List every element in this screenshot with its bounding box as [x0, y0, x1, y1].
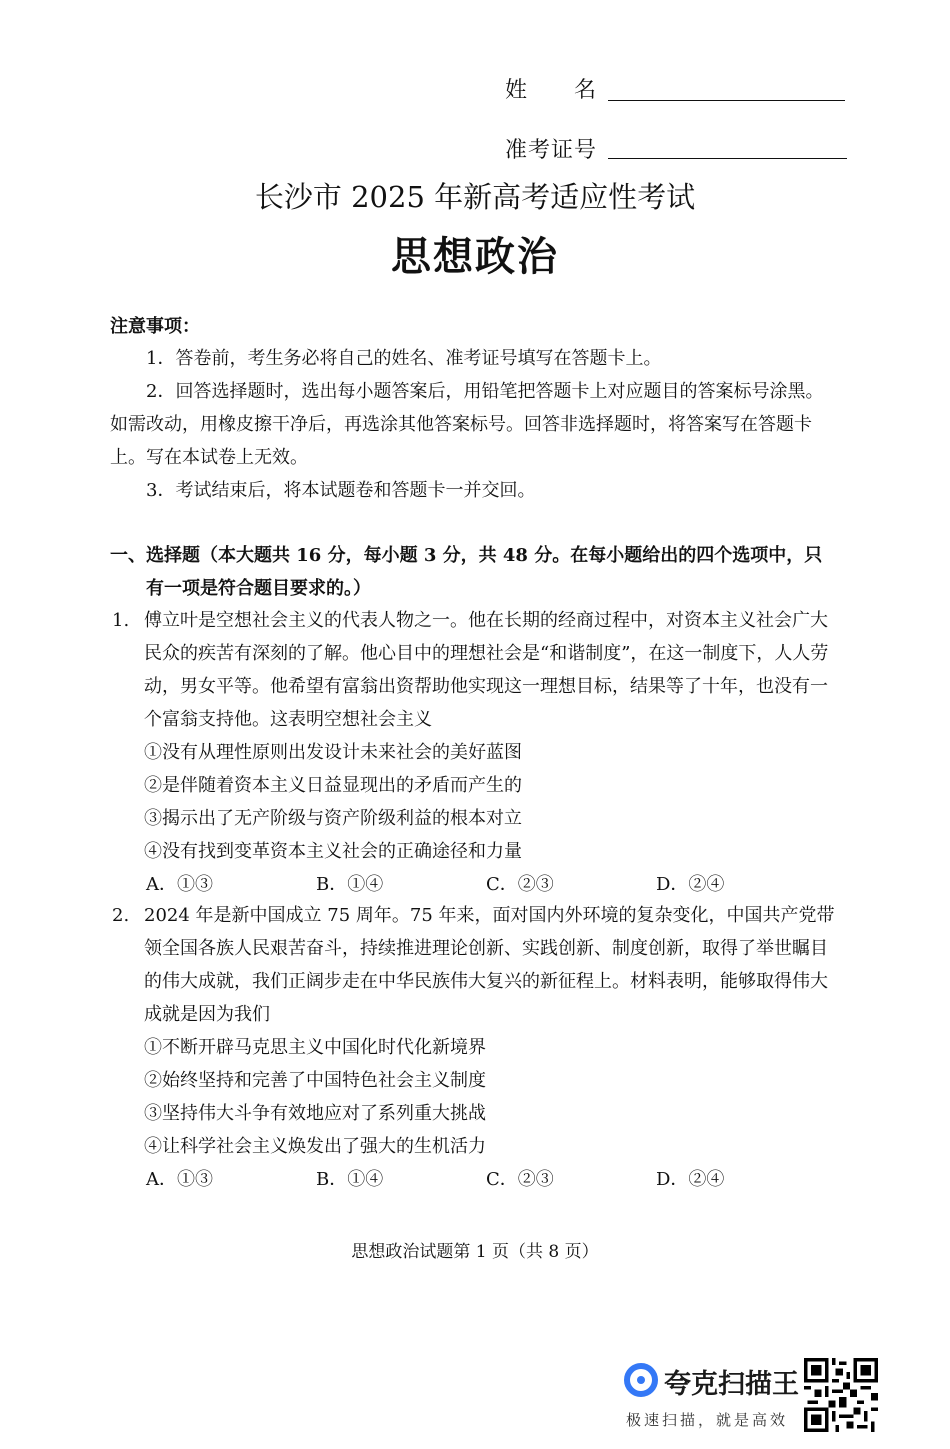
section-heading: [110, 539, 850, 605]
choice-a[interactable]: A．①③: [146, 874, 213, 895]
choice-c[interactable]: C．②③: [486, 1169, 554, 1190]
notice-list: [110, 342, 838, 507]
section-heading-line2: 有一项是符合题目要求的。）: [146, 578, 371, 599]
name-label: 姓 名: [505, 78, 598, 103]
question-stem: 傅立叶是空想社会主义的代表人物之一。他在长期的经商过程中，对资本主义社会广大民众的疾苦有深刻的了解。他心目中的理想社会是“和谐制度”，在这一制度下，人人劳动，男女平等。他希望有富翁出资帮助他实现这一理想目标，结果等了十年，也没有一个富翁支持他。这表明空想社会主义: [144, 610, 829, 730]
watermark-subtitle: 极速扫描，就是高效: [626, 1411, 789, 1429]
choice-b[interactable]: B．①④: [316, 1169, 384, 1190]
qr-code-icon: [804, 1358, 878, 1432]
choice-a[interactable]: A．①③: [146, 1169, 213, 1190]
statement-option: ②是伴随着资本主义日益显现出的矛盾而产生的: [144, 775, 522, 796]
question-2: [112, 899, 842, 1196]
exam-id-input-line[interactable]: [608, 158, 847, 159]
statement-option: ③坚持伟大斗争有效地应对了系列重大挑战: [144, 1103, 486, 1124]
choice-c[interactable]: C．②③: [486, 874, 554, 895]
notice-item: 3．考试结束后，将本试题卷和答题卡一并交回。: [146, 480, 536, 501]
subject-title: 思想政治: [391, 233, 559, 280]
notice-title: 注意事项：: [110, 316, 200, 337]
statement-option: ①不断开辟马克思主义中国化时代化新境界: [144, 1037, 486, 1058]
exam-id-label: 准考证号: [505, 138, 598, 163]
name-input-line[interactable]: [608, 100, 845, 101]
notice-item: 2．回答选择题时，选出每小题答案后，用铅笔把答题卡上对应题目的答案标号涂黑。如需改动，用橡皮擦干净后，再选涂其他答案标号。回答非选择题时，将答案写在答题卡上。写在本试卷上无效。: [110, 381, 824, 468]
page-footer: 思想政治试题第 1 页（共 8 页）: [351, 1242, 599, 1262]
answer-choices: [146, 1163, 842, 1196]
statement-option: ②始终坚持和完善了中国特色社会主义制度: [144, 1070, 486, 1091]
statement-option: ③揭示出了无产阶级与资产阶级利益的根本对立: [144, 808, 522, 829]
exam-title: 长沙市 2025 年新高考适应性考试: [254, 180, 696, 214]
choice-d[interactable]: D．②④: [656, 874, 725, 895]
statement-option: ④没有找到变革资本主义社会的正确途径和力量: [144, 841, 522, 862]
scanner-logo-icon: [624, 1363, 658, 1397]
statement-option: ①没有从理性原则出发设计未来社会的美好蓝图: [144, 742, 522, 763]
section-heading-line1: 一、选择题（本大题共 16 分，每小题 3 分，共 48 分。在每小题给出的四个选项中，只: [110, 545, 823, 566]
notice-item: 1．答卷前，考生务必将自己的姓名、准考证号填写在答题卡上。: [146, 348, 662, 369]
question-number: 1.: [112, 610, 130, 631]
choice-d[interactable]: D．②④: [656, 1169, 725, 1190]
question-1: [112, 604, 842, 901]
question-number: 2.: [112, 905, 130, 926]
statement-option: ④让科学社会主义焕发出了强大的生机活力: [144, 1136, 486, 1157]
answer-choices: [146, 868, 842, 901]
choice-b[interactable]: B．①④: [316, 874, 384, 895]
watermark-title: 夸克扫描王: [664, 1369, 799, 1400]
question-stem: 2024 年是新中国成立 75 周年。75 年来，面对国内外环境的复杂变化，中国共产党带领全国各族人民艰苦奋斗，持续推进理论创新、实践创新、制度创新，取得了举世瞩目的伟大成就，我们正阔步走在中华民族伟大复兴的新征程上。材料表明，能够取得伟大成就是因为我们: [144, 905, 835, 1025]
